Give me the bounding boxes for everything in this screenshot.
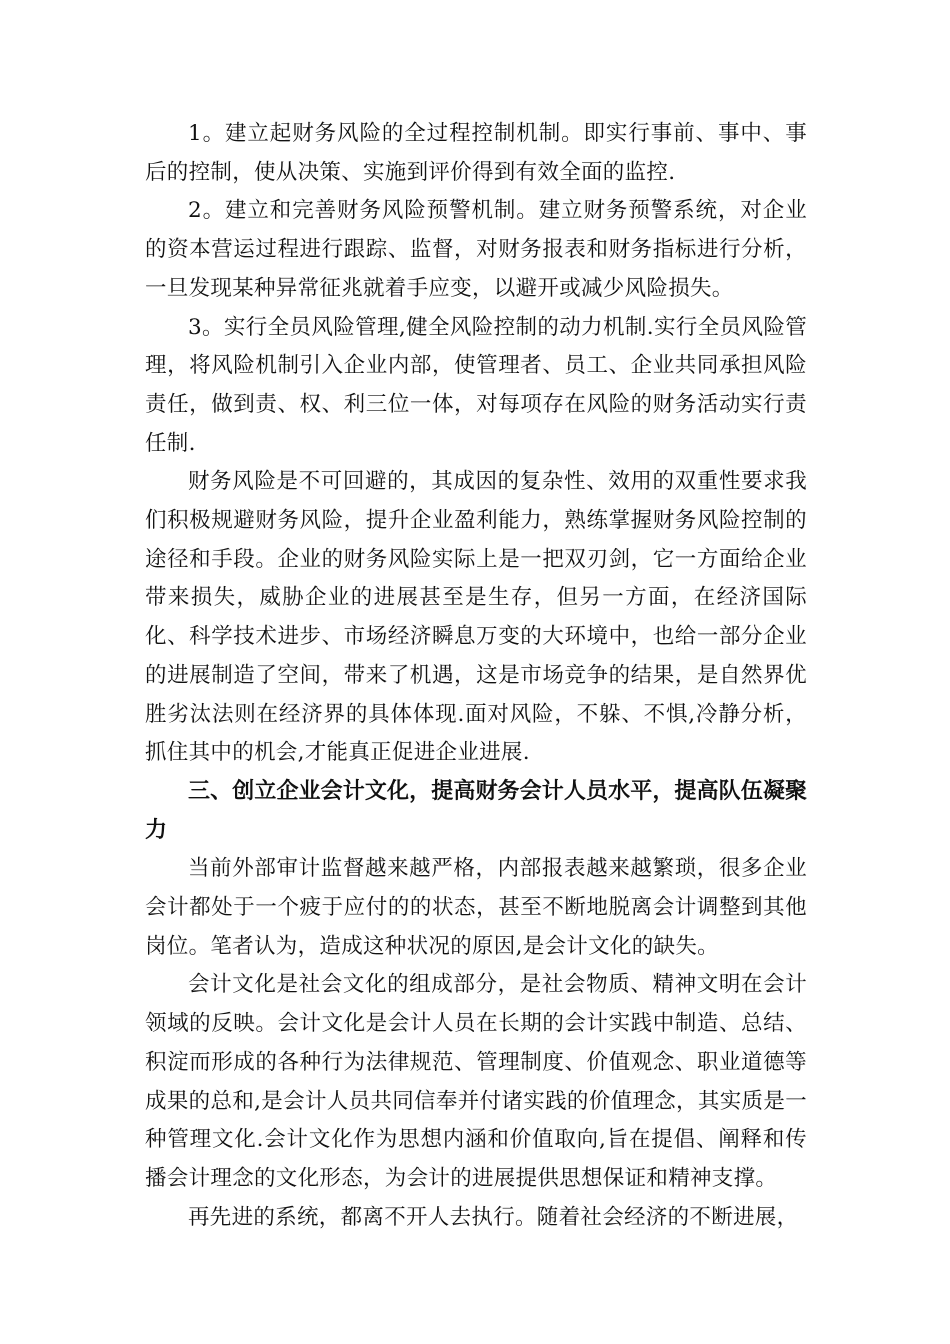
paragraph-4: 财务风险是不可回避的，其成因的复杂性、效用的双重性要求我们积极规避财务风险，提升企业盈利能力，熟练掌握财务风险控制的途径和手段。企业的财务风险实际上是一把双刃剑，它一方面给企业带来损失，威胁企业的进展甚至是生存，但另一方面，在经济国际化、科学技术进步、市场经济瞬息万变的大环境中，也给一部分企业的进展制造了空间，带来了机遇，这是市场竞争的结果，是自然界优胜劣汰法则在经济界的具体体现.面对风险，不躲、不惧,冷静分析，抓住其中的机会,才能真正促进企业进展.: [145, 469, 807, 766]
document-body: [145, 115, 807, 1237]
paragraph-7: 再先进的系统，都离不开人去执行。随着社会经济的不断进展，: [188, 1204, 799, 1230]
paragraph-5: 当前外部审计监督越来越严格，内部报表越来越繁琐，很多企业会计都处于一个疲于应付的的状态，甚至不断地脱离会计调整到其他岗位。笔者认为，造成这种状况的原因,是会计文化的缺失。: [145, 856, 807, 959]
paragraph-3: 3。实行全员风险管理,健全风险控制的动力机制.实行全员风险管理，将风险机制引入企业内部，使管理者、员工、企业共同承担风险责任，做到责、权、利三位一体，对每项存在风险的财务活动实行责任制.: [145, 314, 807, 456]
paragraph-6: 会计文化是社会文化的组成部分，是社会物质、精神文明在会计领域的反映。会计文化是会计人员在长期的会计实践中制造、总结、积淀而形成的各种行为法律规范、管理制度、价值观念、职业道德等成果的总和,是会计人员共同信奉并付诸实践的价值理念，其实质是一种管理文化.会计文化作为思想内涵和价值取向,旨在提倡、阐释和传播会计理念的文化形态，为会计的进展提供思想保证和精神支撑。: [145, 972, 807, 1191]
paragraph-1: 1。建立起财务风险的全过程控制机制。即实行事前、事中、事后的控制，使从决策、实施到评价得到有效全面的监控.: [145, 121, 807, 185]
paragraph-2: 2。建立和完善财务风险预警机制。建立财务预警系统，对企业的资本营运过程进行跟踪、监督，对财务报表和财务指标进行分析，一旦发现某种异常征兆就着手应变，以避开或减少风险损失。: [145, 198, 807, 301]
section-heading: 三、创立企业会计文化，提高财务会计人员水平，提高队伍凝聚力: [145, 778, 807, 843]
